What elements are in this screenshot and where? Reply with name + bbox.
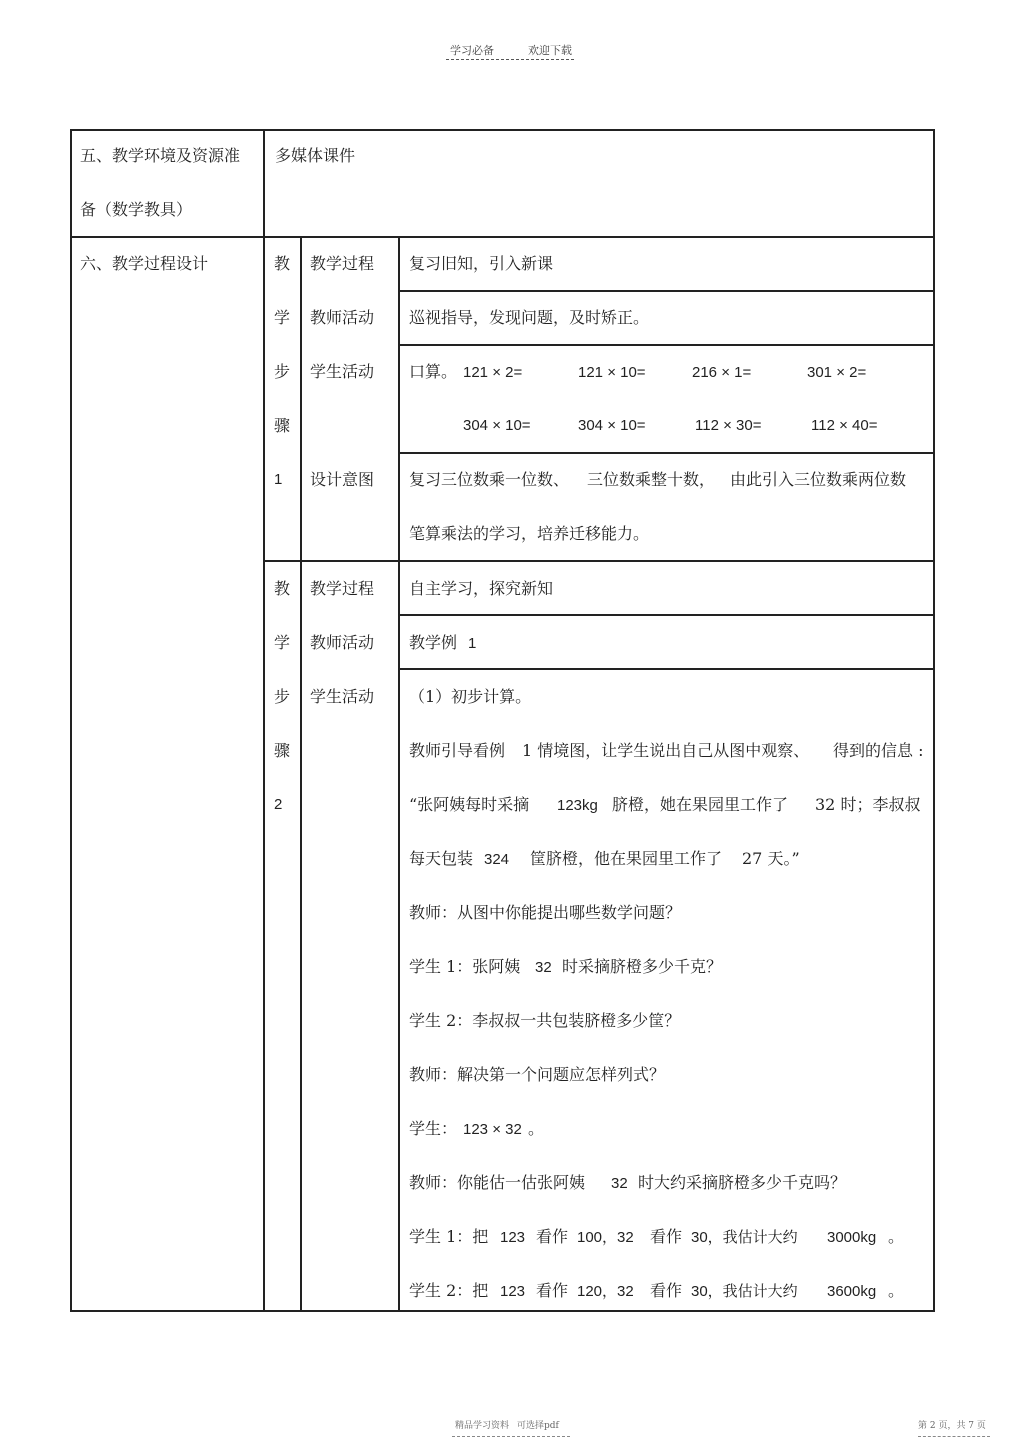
oral-prefix: 口算。 bbox=[409, 362, 458, 381]
student-line: 每天包装 bbox=[409, 849, 474, 868]
oral-problem: 121 × 10= bbox=[578, 364, 646, 381]
step2-number: 2 bbox=[274, 796, 283, 813]
oral-problem: 121 × 2= bbox=[463, 364, 523, 381]
intent-line1-a: 复习三位数乘一位数、 bbox=[409, 470, 570, 489]
student-line: “张阿姨每时采摘 bbox=[409, 795, 530, 814]
footer-divider bbox=[452, 1436, 570, 1437]
step2-vertical-char: 骤 bbox=[274, 741, 291, 760]
step2-vertical-char: 学 bbox=[274, 633, 291, 652]
step2-vertical-char: 教 bbox=[274, 579, 291, 598]
student-line: 123 × 32 bbox=[463, 1121, 522, 1138]
step1-vertical-char: 教 bbox=[274, 254, 291, 273]
student-line: 学生 2：把 bbox=[409, 1281, 489, 1300]
row6-label: 六、教学过程设计 bbox=[80, 254, 209, 273]
oral-problem: 301 × 2= bbox=[807, 364, 867, 381]
intent-line1-c: 由此引入三位数乘两位数 bbox=[730, 470, 907, 489]
student-line: 筐脐橙，他在果园里工作了 bbox=[530, 849, 723, 868]
table-border-bottom bbox=[70, 1310, 935, 1312]
student-line: 看作 bbox=[650, 1227, 683, 1246]
oral-problem: 112 × 30= bbox=[695, 417, 762, 434]
row-divider bbox=[398, 290, 935, 292]
header-right-text: 欢迎下载 bbox=[528, 44, 572, 57]
oral-problem: 216 × 1= bbox=[692, 364, 752, 381]
student-line: 看作 bbox=[536, 1281, 569, 1300]
intent-line1-b: 三位数乘整十数， bbox=[587, 470, 716, 489]
row-divider bbox=[70, 236, 935, 238]
row5-label-line2: 备（数学教具） bbox=[80, 200, 193, 219]
step1-intent-label: 设计意图 bbox=[310, 470, 375, 489]
student-line: 3000kg bbox=[827, 1229, 877, 1246]
student-line: 学生 1：把 bbox=[409, 1227, 489, 1246]
row-divider bbox=[398, 452, 935, 454]
step1-vertical-char: 骤 bbox=[274, 416, 291, 435]
student-line: 时大约采摘脐橙多少千克吗？ bbox=[638, 1173, 847, 1192]
step1-process: 复习旧知，引入新课 bbox=[409, 254, 554, 273]
step2-process: 自主学习，探究新知 bbox=[409, 579, 554, 598]
lesson-plan-table bbox=[70, 129, 935, 1312]
student-line: 32 bbox=[611, 1175, 628, 1192]
step2-teacher-label: 教师活动 bbox=[310, 633, 375, 652]
student-line: 脐橙，她在果园里工作了 bbox=[612, 795, 789, 814]
oral-problem: 304 × 10= bbox=[578, 417, 646, 434]
step1-teacher-label: 教师活动 bbox=[310, 308, 375, 327]
row-divider bbox=[398, 344, 935, 346]
student-line: 100，32 bbox=[577, 1229, 634, 1246]
student-line: 看作 bbox=[650, 1281, 683, 1300]
student-line: 324 bbox=[484, 851, 510, 868]
student-line: 看作 bbox=[536, 1227, 569, 1246]
row-divider bbox=[263, 560, 935, 562]
student-line: 120，32 bbox=[577, 1283, 634, 1300]
header-divider bbox=[446, 59, 574, 60]
student-line: 3600kg bbox=[827, 1283, 877, 1300]
student-line: 。 bbox=[888, 1227, 905, 1246]
step1-teacher: 巡视指导，发现问题，及时矫正。 bbox=[409, 308, 650, 327]
student-line: 教师引导看例 bbox=[409, 741, 506, 760]
step2-student-label: 学生活动 bbox=[310, 687, 375, 706]
table-border-left bbox=[70, 129, 72, 1312]
row-divider bbox=[398, 614, 935, 616]
student-line: 学生 2：李叔叔一共包装脐橙多少筐？ bbox=[409, 1011, 681, 1030]
student-line: 1 情境图，让学生说出自己从图中观察、 bbox=[522, 741, 810, 760]
oral-problem: 112 × 40= bbox=[811, 417, 878, 434]
header-left-text: 学习必备 bbox=[450, 44, 494, 57]
student-line: （1）初步计算。 bbox=[409, 687, 532, 706]
step2-teacher-num: 1 bbox=[468, 635, 477, 652]
column-divider bbox=[300, 236, 302, 1312]
row5-label-line1: 五、教学环境及资源准 bbox=[80, 146, 241, 165]
step1-student-label: 学生活动 bbox=[310, 362, 375, 381]
student-line: 教师：解决第一个问题应怎样列式？ bbox=[409, 1065, 666, 1084]
table-border-right bbox=[933, 129, 935, 1312]
row-divider bbox=[398, 668, 935, 670]
footer-divider bbox=[918, 1436, 990, 1437]
student-line: 27 天。” bbox=[742, 849, 800, 868]
intent-line2: 笔算乘法的学习，培养迁移能力。 bbox=[409, 524, 650, 543]
step2-process-label: 教学过程 bbox=[310, 579, 375, 598]
step1-vertical-char: 学 bbox=[274, 308, 291, 327]
step1-number: 1 bbox=[274, 471, 283, 488]
row5-content: 多媒体课件 bbox=[275, 146, 356, 165]
step1-process-label: 教学过程 bbox=[310, 254, 375, 273]
student-line: 学生 1：张阿姨 bbox=[409, 957, 521, 976]
table-border-top bbox=[70, 129, 935, 131]
student-line: 教师：从图中你能提出哪些数学问题？ bbox=[409, 903, 682, 922]
student-line: 123 bbox=[500, 1229, 526, 1246]
student-line: 30，我估计大约 bbox=[691, 1283, 798, 1300]
footer-middle-text: 可选择pdf bbox=[517, 1421, 559, 1431]
step1-vertical-char: 步 bbox=[274, 362, 291, 381]
student-line: 学生： bbox=[409, 1119, 458, 1138]
footer-page-number: 第 2 页，共 7 页 bbox=[918, 1421, 986, 1431]
student-line: 123kg bbox=[557, 797, 598, 814]
student-line: 123 bbox=[500, 1283, 526, 1300]
student-line: 教师：你能估一估张阿姨 bbox=[409, 1173, 586, 1192]
step2-vertical-char: 步 bbox=[274, 687, 291, 706]
oral-problem: 304 × 10= bbox=[463, 417, 531, 434]
student-line: 32 bbox=[535, 959, 552, 976]
footer-left-text: 精品学习资料 bbox=[455, 1421, 510, 1431]
student-line: 。 bbox=[528, 1119, 545, 1138]
student-line: 32 时；李叔叔 bbox=[815, 795, 921, 814]
student-line: 时采摘脐橙多少千克？ bbox=[562, 957, 723, 976]
column-divider bbox=[263, 129, 265, 1312]
column-divider bbox=[398, 236, 400, 1312]
student-line: 30，我估计大约 bbox=[691, 1229, 798, 1246]
student-line: 得到的信息 : bbox=[833, 741, 924, 760]
student-line: 。 bbox=[888, 1281, 905, 1300]
step2-teacher-text: 教学例 bbox=[409, 633, 458, 652]
